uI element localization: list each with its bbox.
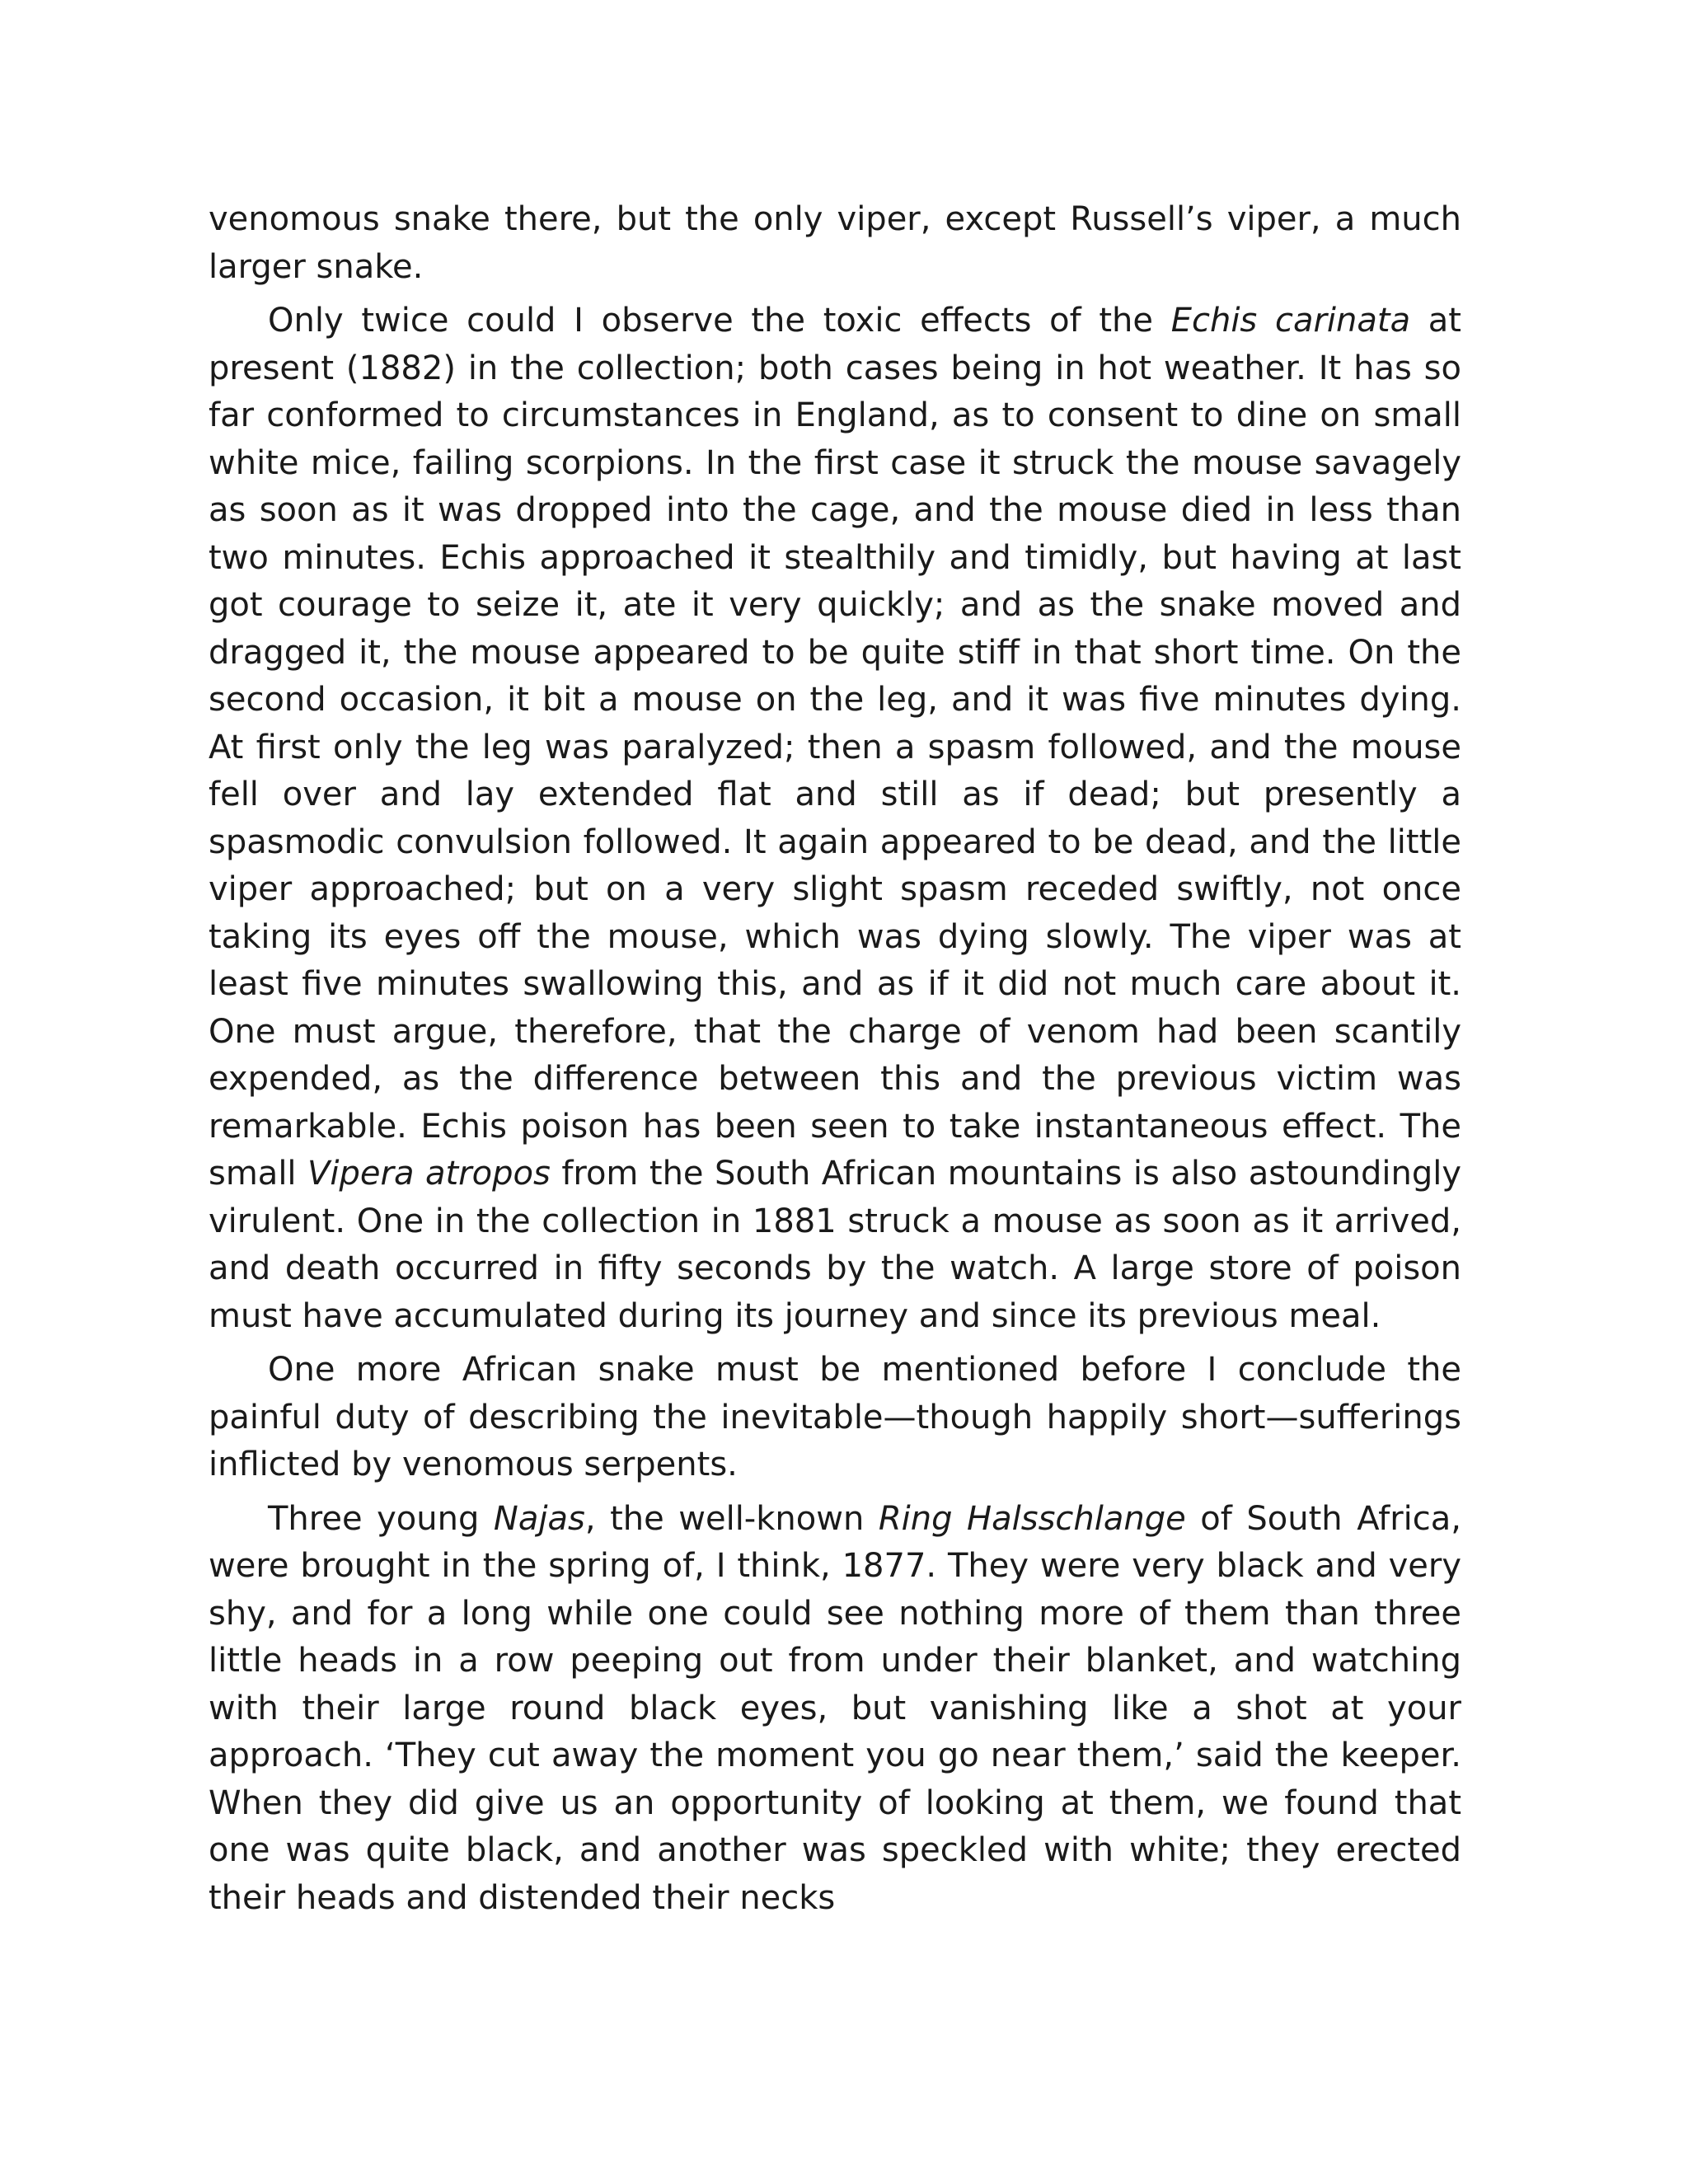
species-name-italic: Echis carinata — [1170, 302, 1411, 340]
text-segment: Only twice could I observe the toxic effects of the — [268, 302, 1171, 340]
paragraph-2 — [209, 298, 1461, 1340]
text-segment: from the South African mountains is also astoundingly virulent. One in the collection in 1881 struck a mouse as soon as it arrived, and death occurred in fifty seconds by the watch. A large store of poison must have accumulated during its journey and since its previous meal. — [209, 1155, 1462, 1335]
text-segment: One more African snake must be mentioned before I conclude the painful duty of describing the inevitable—though happily short—sufferings inflicted by venomous serpents. — [209, 1351, 1461, 1483]
species-name-italic: Najas — [493, 1499, 585, 1538]
species-name-italic: Vipera atropos — [307, 1155, 551, 1193]
text-segment: , the well-known — [584, 1499, 879, 1538]
species-name-italic: Ring Halsschlange — [878, 1499, 1186, 1538]
text-segment: at present (1882) in the collection; both cases being in hot weather. It has so far conformed to circumstances in England, as to consent to dine on small white mice, failing scorpions. In the first case it struck the mouse savagely as soon as it was dropped into the cage, and the mouse died in less than two minutes. Echis approached it stealthily and timidly, but having at last got courage to seize it, ate it very quickly; and as the snake moved and dragged it, the mouse appeared to be quite stiff in that short time. On the second occasion, it bit a mouse on the leg, and it was five minutes dying. At first only the leg was paralyzed; then a spasm followed, and the mouse fell over and lay extended flat and still as if dead; but presently a spasmodic convulsion followed. It again appeared to be dead, and the little viper approached; but on a very slight spasm receded swiftly, not once taking its eyes off the mouse, which was dying slowly. The viper was at least five minutes swallowing this, and as if it did not much care about it. One must argue, therefore, that the charge of venom had been scantily expended, as the difference between this and the previous victim was remarkable. Echis poison has been seen to take instantaneous effect. The small — [209, 302, 1461, 1193]
text-segment: of South Africa, were brought in the spring of, I think, 1877. They were very black and very shy, and for a long while one could see nothing more of them than three little heads in a row peeping out from under their blanket, and watching with their large round black eyes, but vanishing like a shot at your approach. ‘They cut away the moment you go near them,’ said the keeper. When they did give us an opportunity of looking at them, we found that one was quite black, and another was speckled with white; they erected their heads and distended their necks — [209, 1499, 1462, 1917]
paragraph-4 — [209, 1496, 1461, 1923]
text-segment: Three young — [268, 1499, 494, 1538]
text-segment: venomous snake there, but the only viper, except Russell’s viper, a much larger snake. — [209, 200, 1461, 286]
book-page — [209, 196, 1461, 1922]
paragraph-3 — [209, 1347, 1461, 1489]
paragraph-1 — [209, 196, 1461, 291]
